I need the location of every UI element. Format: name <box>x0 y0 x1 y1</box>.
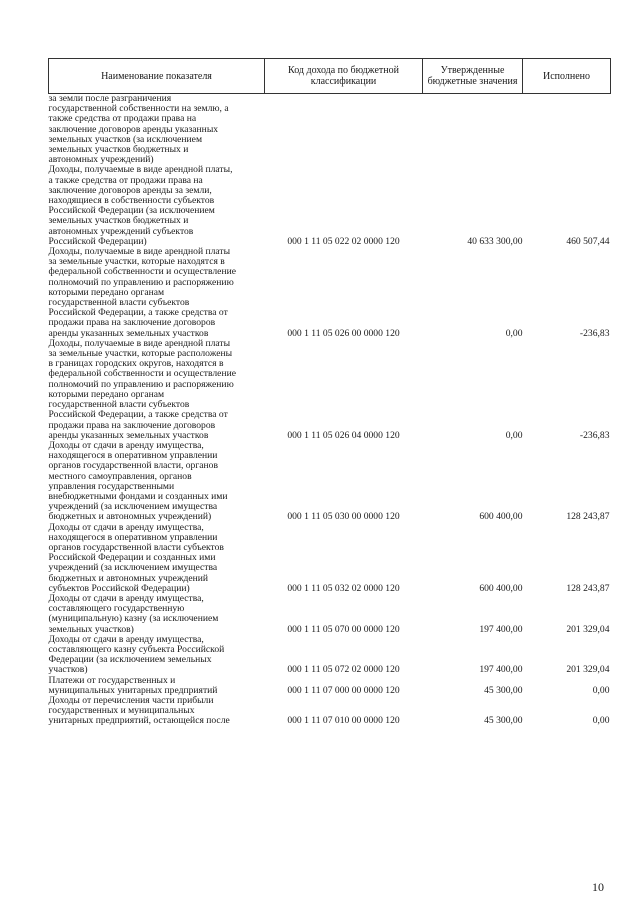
row-name: Доходы, получаемые в виде арендной платы за земельные участки, которые расположены в границах городских округов, находятся в федеральной собственности и осуществление полномочий по управлению и распоряжению которыми передано органам государственной власти субъектов Российской Федерации, а также средства от продажи права на заключение договоров аренды указанных земельных участков <box>48 337 236 441</box>
row-executed: 0,00 <box>592 715 610 727</box>
row-name: Доходы от сдачи в аренду имущества, составляющего государственную (муниципальную) казну (за исключением земельных участков) <box>48 592 219 635</box>
row-executed: 201 329,04 <box>566 664 610 676</box>
row-code: 000 1 11 05 022 02 0000 120 <box>287 235 400 247</box>
header-budget-code: Код дохода по бюджетной классификации <box>265 59 423 94</box>
table-row <box>49 441 611 523</box>
table-row <box>49 523 611 594</box>
row-code: 000 1 11 05 026 04 0000 120 <box>287 429 400 441</box>
table-row <box>49 696 611 727</box>
row-executed: 0,00 <box>592 684 610 696</box>
row-name: Доходы от перечисления части прибыли государственных и муниципальных унитарных предприятий, остающейся после <box>48 694 230 727</box>
row-approved: 45 300,00 <box>484 684 523 696</box>
row-name: Доходы, получаемые в виде арендной платы за земельные участки, которые находятся в федеральной собственности и осуществление полномочий по управлению и распоряжению которыми передано органам государственной власти субъектов Российской Федерации, а также средства от продажи права на заключение договоров аренды указанных земельных участков <box>48 246 236 339</box>
header-executed: Исполнено <box>523 59 611 94</box>
row-approved: 45 300,00 <box>484 715 523 727</box>
header-indicator-name: Наименование показателя <box>49 59 265 94</box>
row-name: Доходы от сдачи в аренду имущества, находящегося в оперативном управлении органов государственной власти, органов местного самоуправления, органов управления государственными внебюджетными фондами и созданных ими учреждений (за исключением имущества бюджетных и автономных учреждений) <box>48 439 228 523</box>
row-approved: 600 400,00 <box>479 582 523 594</box>
row-name: Платежи от государственных и муниципальных унитарных предприятий <box>48 674 218 696</box>
row-name: Доходы от сдачи в аренду имущества, находящегося в оперативном управлении органов государственной власти субъектов Российской Федерации и созданных ими учреждений (за исключением имущества бюджетных и автономных учреждений субъектов Российской Федерации) <box>48 521 224 594</box>
row-approved: 0,00 <box>505 327 523 339</box>
table-row <box>49 339 611 441</box>
row-approved: 197 400,00 <box>479 623 523 635</box>
row-executed: 128 243,87 <box>566 511 610 523</box>
row-code: 000 1 11 05 032 02 0000 120 <box>287 582 400 594</box>
row-code: 000 1 11 07 000 00 0000 120 <box>287 684 400 696</box>
row-executed: 201 329,04 <box>566 623 610 635</box>
table-row <box>49 635 611 676</box>
row-approved: 600 400,00 <box>479 511 523 523</box>
row-executed: 128 243,87 <box>566 582 610 594</box>
table-row <box>49 676 611 696</box>
row-approved: 197 400,00 <box>479 664 523 676</box>
row-approved: 0,00 <box>505 429 523 441</box>
row-code: 000 1 11 05 026 00 0000 120 <box>287 327 400 339</box>
table-row <box>49 247 611 339</box>
page-number: 10 <box>592 880 604 894</box>
header-approved-values: Утвержденные бюджетные значения <box>423 59 523 94</box>
row-code: 000 1 11 07 010 00 0000 120 <box>287 715 400 727</box>
row-executed: -236,83 <box>579 429 610 441</box>
row-code: 000 1 11 05 072 02 0000 120 <box>287 664 400 676</box>
row-code: 000 1 11 05 070 00 0000 120 <box>287 623 400 635</box>
row-name: Доходы от сдачи в аренду имущества, составляющего казну субъекта Российской Федерации (за исключением земельных участков) <box>48 633 225 676</box>
row-name: за земли после разграничения государственной собственности на землю, а также средства от продажи права на заключение договоров аренды указанных земельных участков (за исключением земельных участков бюджетных и автономных учреждений) Доходы, получаемые в виде арендной платы, а также средства от продажи права на заключение договоров аренды за земли, находящиеся в собственности субъектов Российской Федерации (за исключением земельных участков бюджетных и автономных учреждений субъектов Российской Федерации) <box>48 93 233 247</box>
row-executed: 460 507,44 <box>566 235 610 247</box>
row-executed: -236,83 <box>579 327 610 339</box>
table-row <box>49 94 611 248</box>
row-code: 000 1 11 05 030 00 0000 120 <box>287 511 400 523</box>
row-approved: 40 633 300,00 <box>467 235 523 247</box>
table-row <box>49 594 611 635</box>
table-header-row <box>49 59 611 94</box>
revenue-table <box>48 58 611 727</box>
